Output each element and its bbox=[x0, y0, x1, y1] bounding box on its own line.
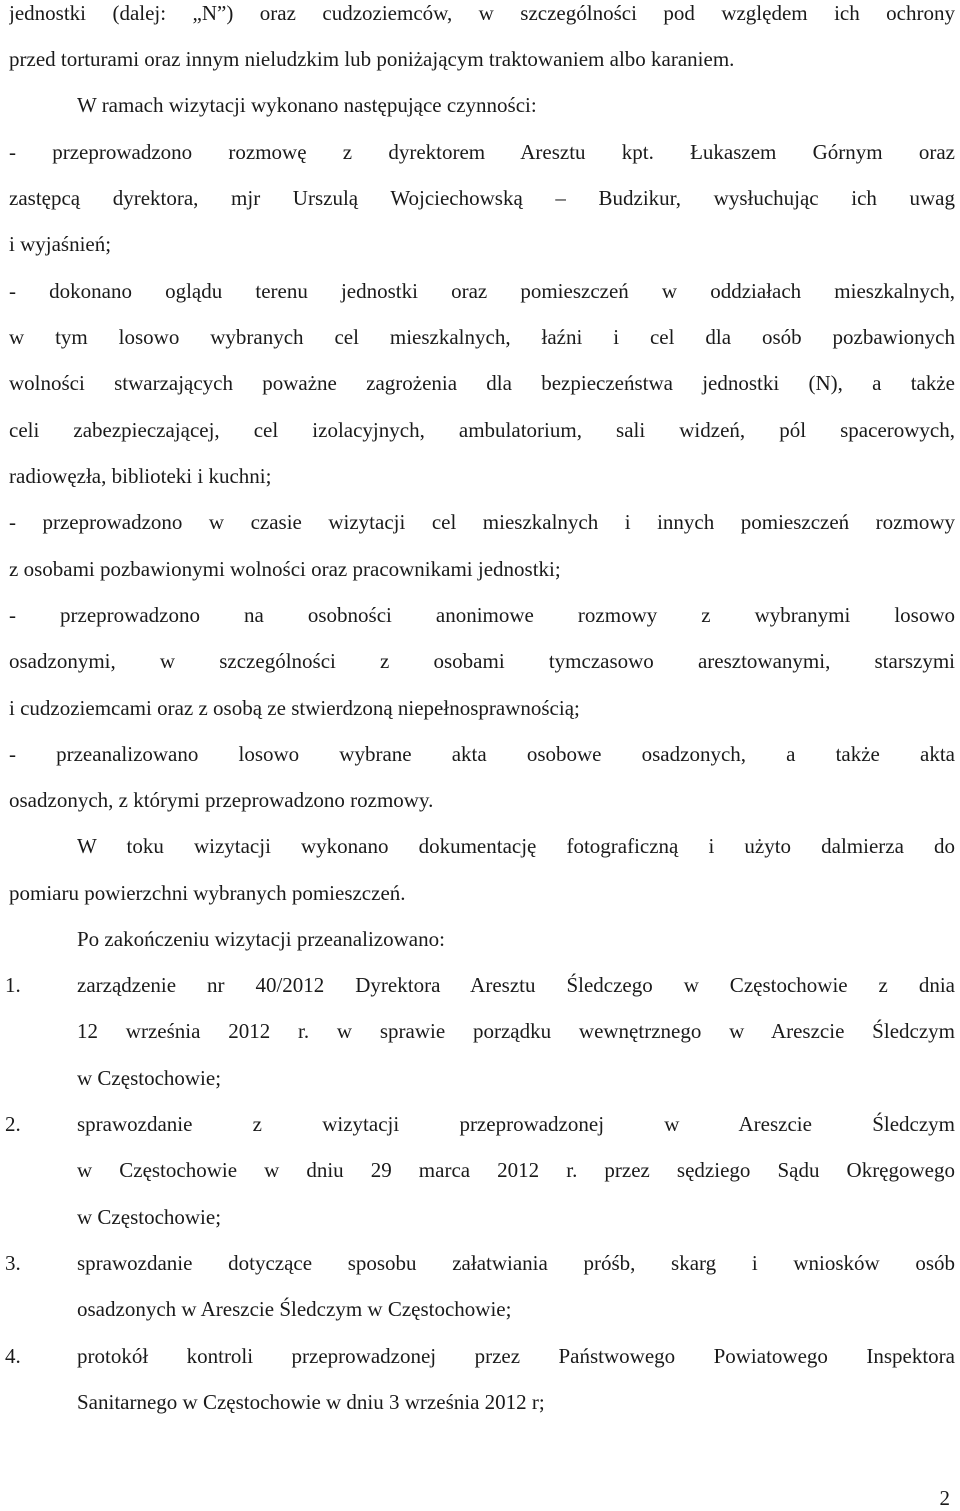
text-line: - dokonano oglądu terenu jednostki oraz pomieszczeń w oddziałach mieszkalnych, bbox=[9, 279, 955, 303]
list-item-line: protokół kontroli przeprowadzonej przez Państwowego Powiatowego Inspektora bbox=[77, 1344, 955, 1368]
list-item-line: w Częstochowie; bbox=[77, 1066, 222, 1090]
text-line: wolności stwarzających poważne zagrożenia dla bezpieczeństwa jednostki (N), a także bbox=[9, 371, 955, 395]
list-item-number: 2. bbox=[5, 1112, 21, 1136]
list-item-line: w Częstochowie; bbox=[77, 1205, 222, 1229]
text-line: - przeprowadzono w czasie wizytacji cel mieszkalnych i innych pomieszczeń rozmowy bbox=[9, 510, 955, 534]
text-line: W ramach wizytacji wykonano następujące czynności: bbox=[77, 93, 537, 117]
text-line: osadzonymi, w szczególności z osobami tymczasowo aresztowanymi, starszymi bbox=[9, 649, 955, 673]
text-line: przed torturami oraz innym nieludzkim lub poniżającym traktowaniem albo karaniem. bbox=[9, 47, 735, 71]
text-line: z osobami pozbawionymi wolności oraz pracownikami jednostki; bbox=[9, 557, 561, 581]
text-line: pomiaru powierzchni wybranych pomieszczeń. bbox=[9, 881, 406, 905]
list-item-line: 12 września 2012 r. w sprawie porządku wewnętrznego w Areszcie Śledczym bbox=[77, 1019, 955, 1043]
text-line: zastępcą dyrektora, mjr Urszulą Wojciechowską – Budzikur, wysłuchując ich uwag bbox=[9, 186, 955, 210]
list-item-line: w Częstochowie w dniu 29 marca 2012 r. przez sędziego Sądu Okręgowego bbox=[77, 1158, 955, 1182]
text-line: w tym losowo wybranych cel mieszkalnych, łaźni i cel dla osób pozbawionych bbox=[9, 325, 955, 349]
list-item-line: zarządzenie nr 40/2012 Dyrektora Aresztu Śledczego w Częstochowie z dnia bbox=[77, 973, 955, 997]
text-line: i wyjaśnień; bbox=[9, 232, 112, 256]
text-line: osadzonych, z którymi przeprowadzono rozmowy. bbox=[9, 788, 434, 812]
list-item-line: Sanitarnego w Częstochowie w dniu 3 września 2012 r; bbox=[77, 1390, 545, 1414]
text-line: W toku wizytacji wykonano dokumentację fotograficzną i użyto dalmierza do bbox=[77, 834, 955, 858]
list-item-line: sprawozdanie dotyczące sposobu załatwiania próśb, skarg i wniosków osób bbox=[77, 1251, 955, 1275]
text-line: celi zabezpieczającej, cel izolacyjnych, ambulatorium, sali widzeń, pól spacerowych, bbox=[9, 418, 955, 442]
list-item-line: sprawozdanie z wizytacji przeprowadzonej w Areszcie Śledczym bbox=[77, 1112, 955, 1136]
page-number: 2 bbox=[939, 1486, 950, 1510]
text-line: radiowęzła, biblioteki i kuchni; bbox=[9, 464, 272, 488]
list-item-number: 3. bbox=[5, 1251, 21, 1275]
list-item-number: 1. bbox=[5, 973, 21, 997]
text-line: - przeprowadzono na osobności anonimowe rozmowy z wybranymi losowo bbox=[9, 603, 955, 627]
list-item-line: osadzonych w Areszcie Śledczym w Częstochowie; bbox=[77, 1297, 512, 1321]
text-line: jednostki (dalej: „N”) oraz cudzoziemców, w szczególności pod względem ich ochrony bbox=[9, 1, 955, 25]
text-line: i cudzoziemcami oraz z osobą ze stwierdzoną niepełnosprawnością; bbox=[9, 696, 580, 720]
text-line: Po zakończeniu wizytacji przeanalizowano: bbox=[77, 927, 445, 951]
list-item-number: 4. bbox=[5, 1344, 21, 1368]
text-line: - przeprowadzono rozmowę z dyrektorem Aresztu kpt. Łukaszem Górnym oraz bbox=[9, 140, 955, 164]
text-line: - przeanalizowano losowo wybrane akta osobowe osadzonych, a także akta bbox=[9, 742, 955, 766]
